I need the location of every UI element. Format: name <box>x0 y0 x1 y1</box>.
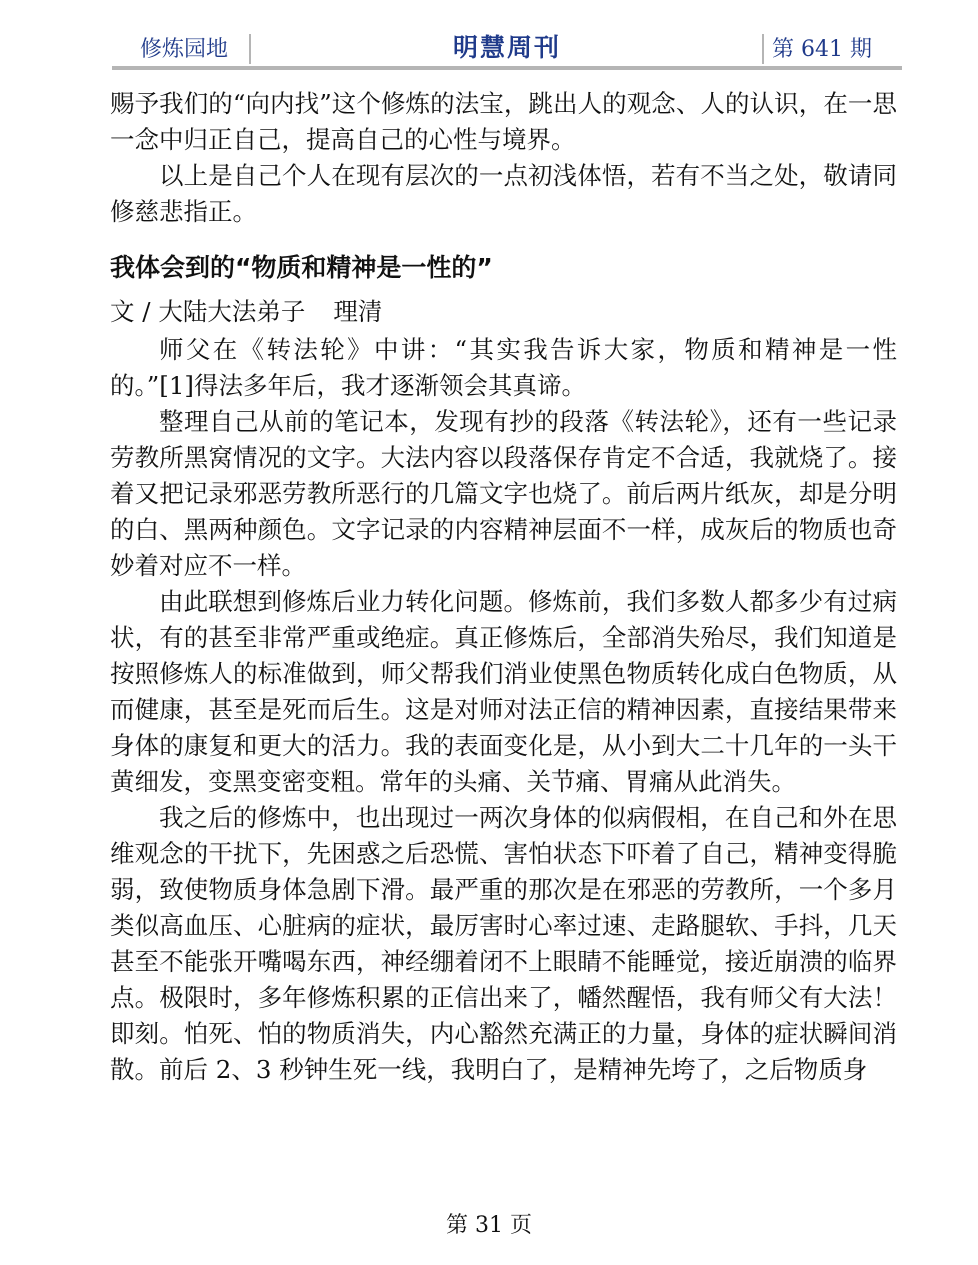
byline-source: 文 / 大陆大法弟子 <box>110 297 306 326</box>
section-name: 修炼园地 <box>140 37 229 62</box>
issue-number: 第 641 期 <box>772 37 872 62</box>
article-title: 我体会到的“物质和精神是一性的” <box>110 253 493 282</box>
header-rule <box>112 66 902 70</box>
page-number: 第 31 页 <box>446 1213 532 1238</box>
body-paragraph: 由此联想到修炼后业力转化问题。修炼前，我们多数人都多少有过病状，有的甚至非常严重或绝症。真正修炼后，全部消失殆尽，我们知道是按照修炼人的标准做到，师父帮我们消业使黑色物质转化成白色物质，从而健康，甚至是死而后生。这是对师对法正信的精神因素，直接结果带来身体的康复和更大的活力。我的表面变化是，从小到大二十几年的一头干黄细发，变黑变密变粗。常年的头痛、关节痛、胃痛从此消失。 <box>110 587 897 796</box>
intro-paragraph: 赐予我们的“向内找”这个修炼的法宝，跳出人的观念、人的认识，在一思一念中归正自己，提高自己的心性与境界。 <box>110 89 897 154</box>
publication-title: 明慧周刊 <box>452 33 561 62</box>
byline-author: 理清 <box>333 297 383 326</box>
page-content <box>110 86 897 1088</box>
header-divider-right <box>762 34 764 64</box>
page-header <box>112 26 902 68</box>
body-paragraph: 整理自己从前的笔记本，发现有抄的段落《转法轮》，还有一些记录劳教所黑窝情况的文字。大法内容以段落保存肯定不合适，我就烧了。接着又把记录邪恶劳教所恶行的几篇文字也烧了。前后两片纸灰，却是分明的白、黑两种颜色。文字记录的内容精神层面不一样，成灰后的物质也奇妙着对应不一样。 <box>110 407 897 580</box>
body-paragraph: 我之后的修炼中，也出现过一两次身体的似病假相，在自己和外在思维观念的干扰下，先困惑之后恐慌、害怕状态下吓着了自己，精神变得脆弱，致使物质身体急剧下滑。最严重的那次是在邪恶的劳教所，一个多月类似高血压、心脏病的症状，最厉害时心率过速、走路腿软、手抖，几天甚至不能张开嘴喝东西，神经绷着闭不上眼睛不能睡觉，接近崩溃的临界点。极限时，多年修炼积累的正信出来了，幡然醒悟，我有师父有大法！即刻。怕死、怕的物质消失，内心豁然充满正的力量，身体的症状瞬间消散。前后 2、3 秒钟生死一线，我明白了，是精神先垮了，之后物质身 <box>110 803 897 1084</box>
body-paragraph: 师父在《转法轮》中讲：“其实我告诉大家，物质和精神是一性的。”[1]得法多年后，我才逐渐领会其真谛。 <box>110 335 897 400</box>
article-byline <box>110 292 897 332</box>
intro-paragraph: 以上是自己个人在现有层次的一点初浅体悟，若有不当之处，敬请同修慈悲指正。 <box>110 161 897 226</box>
